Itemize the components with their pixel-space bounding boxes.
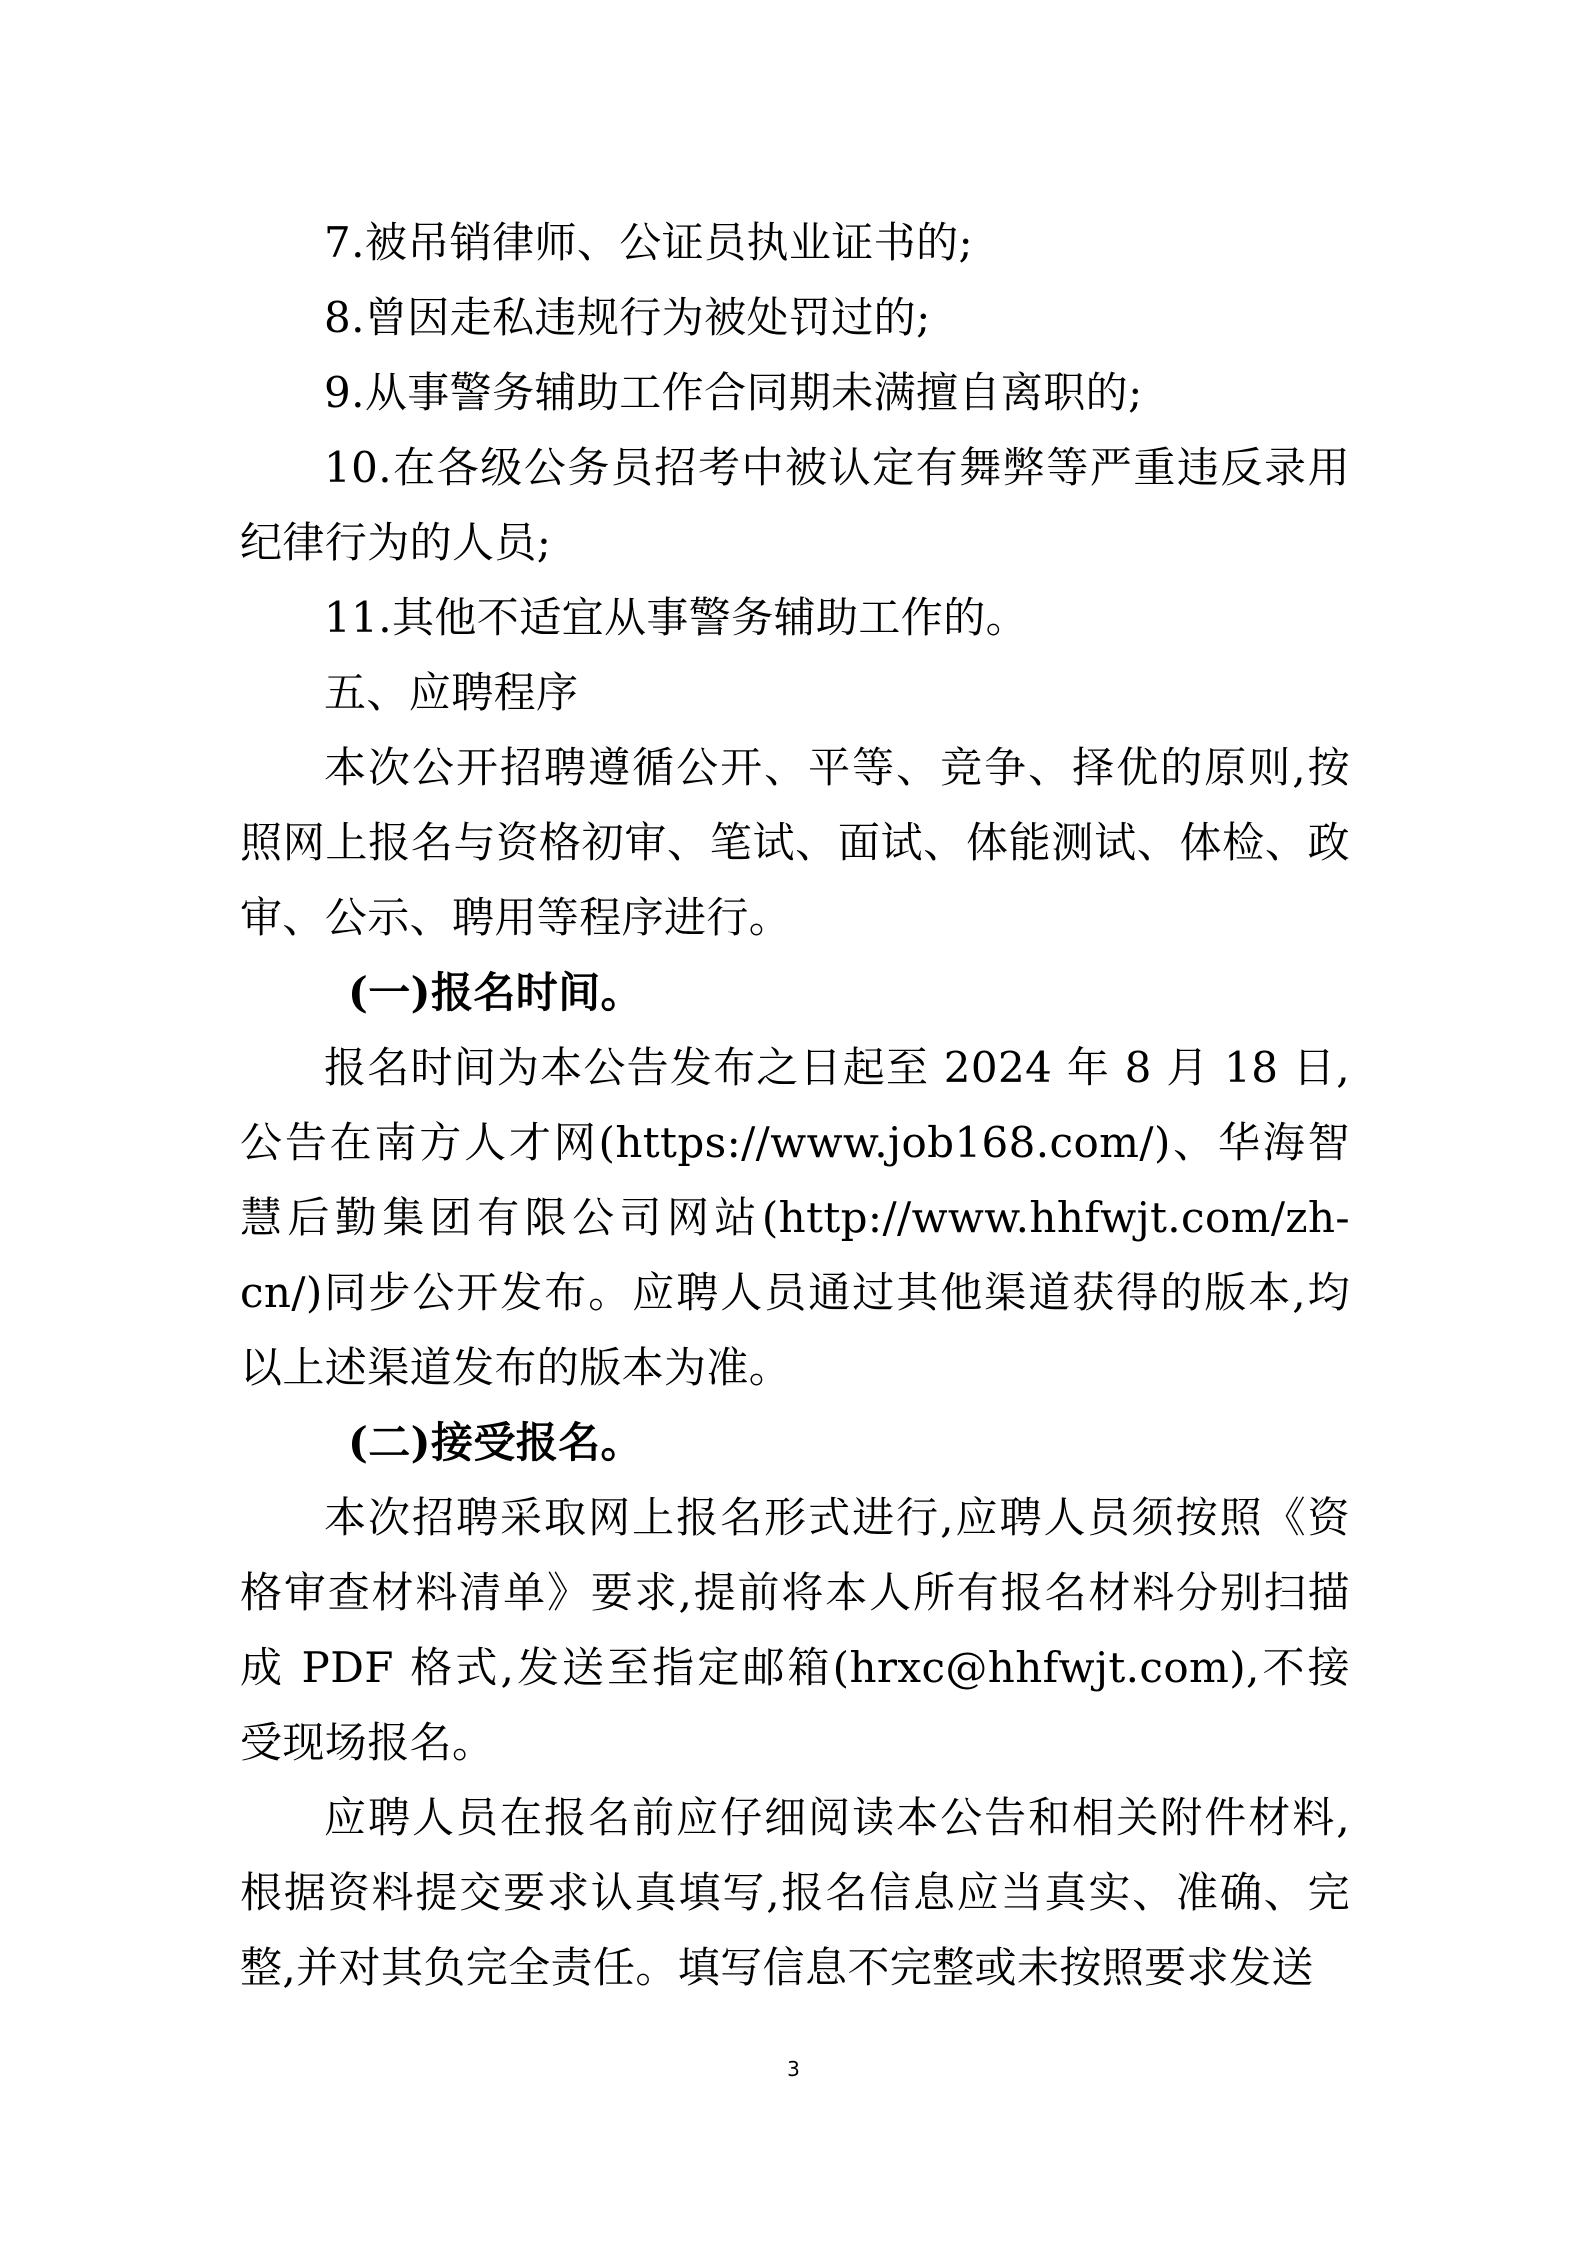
procedure-paragraph: 本次公开招聘遵循公开、平等、竞争、择优的原则,按照网上报名与资格初审、笔试、面试、体能测试、体检、政审、公示、聘用等程序进行。	[240, 743, 1350, 942]
clause-10: 10.在各级公务员招考中被认定有舞弊等严重违反录用纪律行为的人员;	[240, 443, 1350, 567]
clause-7: 7.被吊销律师、公证员执业证书的;	[324, 218, 974, 267]
clause-8: 8.曾因走私违规行为被处罚过的;	[324, 293, 931, 342]
applicant-notice-paragraph: 应聘人员在报名前应仔细阅读本公告和相关附件材料,根据资料提交要求认真填写,报名信息应当真实、准确、完整,并对其负完全责任。填写信息不完整或未按照要求发送	[240, 1793, 1350, 1992]
section-heading-application-procedure: 五、应聘程序	[324, 668, 579, 717]
subheading-accept-registration: (二)接受报名。	[348, 1418, 643, 1467]
registration-time-paragraph: 报名时间为本公告发布之日起至 2024 年 8 月 18 日,公告在南方人才网(https://www.job168.com/)、华海智慧后勤集团有限公司网站(http://www.hhfwjt.com/zh-cn/)同步公开发布。应聘人员通过其他渠道获得的版本,均以上述渠道发布的版本为准。	[240, 1043, 1350, 1392]
document-body	[240, 205, 1350, 2005]
subheading-registration-time: (一)报名时间。	[348, 968, 643, 1017]
clause-9: 9.从事警务辅助工作合同期未满擅自离职的;	[324, 368, 1143, 417]
page-number: 3	[787, 2057, 800, 2081]
online-registration-paragraph: 本次招聘采取网上报名形式进行,应聘人员须按照《资格审查材料清单》要求,提前将本人所有报名材料分别扫描成 PDF 格式,发送至指定邮箱(hrxc@hhfwjt.com),不接受现场报名。	[240, 1493, 1350, 1767]
clause-11: 11.其他不适宜从事警务辅助工作的。	[324, 593, 1028, 642]
